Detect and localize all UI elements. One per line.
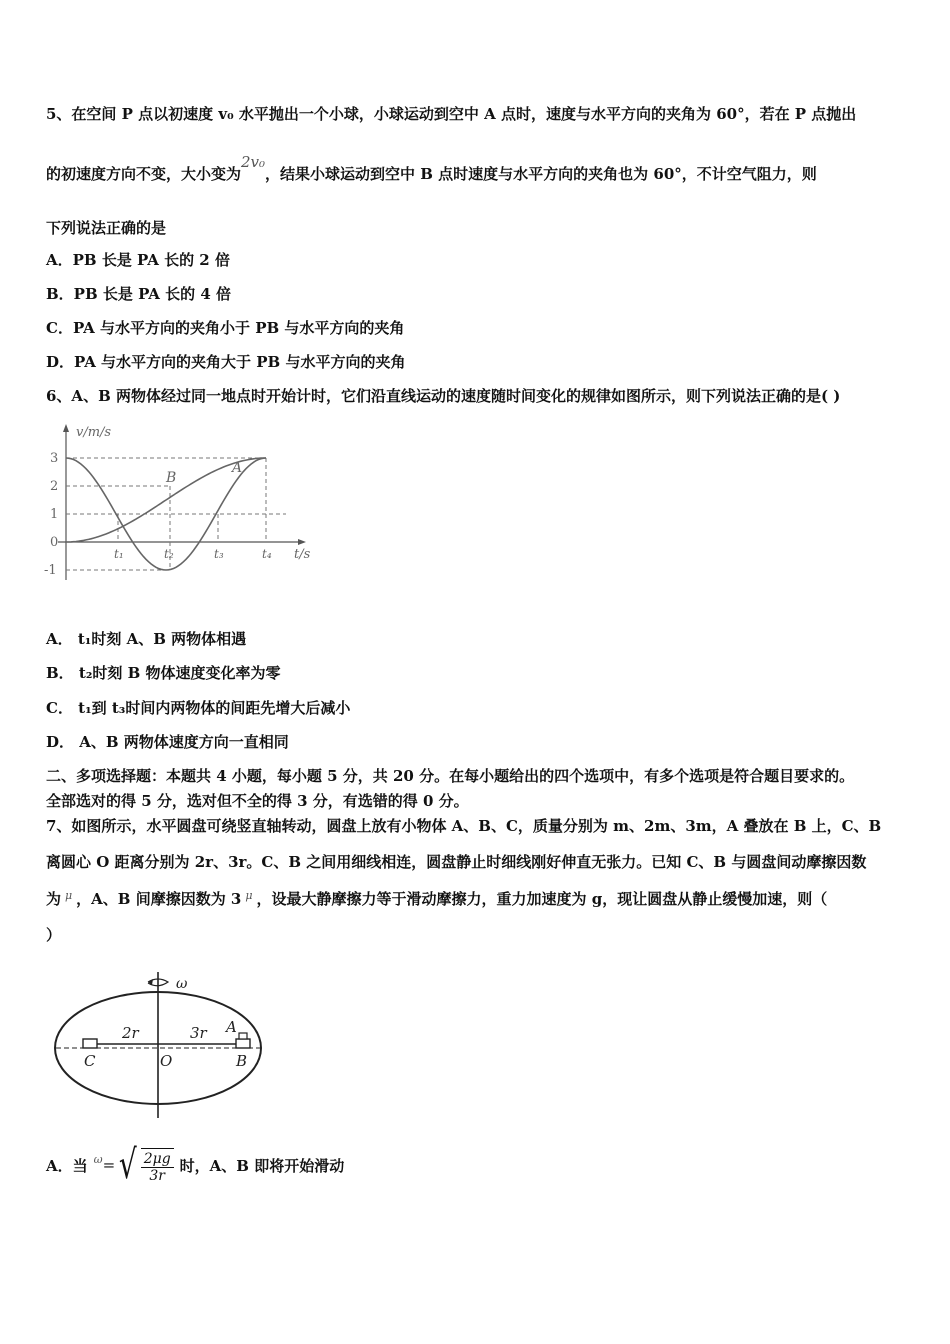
curve-label-a: A <box>232 460 243 476</box>
q5-line2b: ，结果小球运动到空中 B 点时速度与水平方向的夹角也为 60°，不计空气阻力，则 <box>265 165 817 183</box>
q5-option-b: B．PB 长是 PA 长的 4 倍 <box>46 285 232 303</box>
fraction-numerator: 2μg <box>141 1151 174 1168</box>
q7-option-a-suffix: 时，A、B 即将开始滑动 <box>179 1156 345 1175</box>
q7-line1: 7、如图所示，水平圆盘可绕竖直轴转动，圆盘上放有小物体 A、B、C，质量分别为 m、2m、3m，A 叠放在 B 上，C、B <box>46 817 882 835</box>
x-tick-t2: t₂ <box>164 547 174 561</box>
q5-expr: 2v₀ <box>241 153 266 171</box>
q5-line1: 5、在空间 P 点以初速度 v₀ 水平抛出一个小球，小球运动到空中 A 点时，速度与水平方向的夹角为 60°，若在 P 点抛出 <box>46 105 857 123</box>
x-tick-t4: t₄ <box>262 547 272 561</box>
x-axis-label: t/s <box>294 547 311 562</box>
block-a <box>239 1033 247 1039</box>
q6-stem: 6、A、B 两物体经过同一地点时开始计时，它们沿直线运动的速度随时间变化的规律如图所示，则下列说法正确的是( ) <box>46 387 841 405</box>
x-tick-t3: t₃ <box>214 547 224 561</box>
omega-symbol: ω <box>93 1152 103 1166</box>
q6-option-b: B． t₂时刻 B 物体速度变化率为零 <box>46 664 281 682</box>
q7-option-a-prefix: A．当 <box>46 1156 88 1175</box>
rotating-disk-diagram <box>50 962 280 1122</box>
block-c <box>83 1039 97 1048</box>
q7-option-a <box>46 1142 344 1188</box>
fraction <box>141 1151 174 1184</box>
mu-symbol-2: μ <box>245 889 253 902</box>
equals-sign: = <box>102 1156 116 1174</box>
fraction-denominator: 3r <box>149 1168 165 1184</box>
label-c: C <box>84 1052 96 1070</box>
block-b <box>236 1039 250 1048</box>
q7-line4: ） <box>46 926 62 944</box>
x-axis-arrow <box>298 539 306 545</box>
q7-line3a: 为 <box>46 890 62 908</box>
q5-option-d: D．PA 与水平方向的夹角大于 PB 与水平方向的夹角 <box>46 353 406 371</box>
velocity-time-graph <box>40 420 320 590</box>
mu-symbol-1: μ <box>65 889 73 902</box>
label-3r: 3r <box>190 1024 207 1042</box>
q7-line2: 离圆心 O 距离分别为 2r、3r。C、B 之间用细线相连，圆盘静止时细线刚好伸直无张力。已知 C、B 与圆盘间动摩擦因数 <box>46 853 867 871</box>
q5-line2 <box>46 153 817 184</box>
q7-line3b: ，A、B 间摩擦因数为 3 <box>76 890 242 908</box>
q5-line2a: 的初速度方向不变，大小变为 <box>46 165 242 183</box>
omega-label: ω <box>176 976 188 992</box>
q6-option-d: D． A、B 两物体速度方向一直相同 <box>46 733 289 751</box>
label-2r: 2r <box>122 1024 139 1042</box>
sqrt-expression: √ $\frac{2\mu g}{3r}$ <box>115 1142 173 1188</box>
y-tick-1: 1 <box>50 507 59 522</box>
curve-label-b: B <box>166 470 177 486</box>
label-a: A <box>226 1018 237 1036</box>
section-header-line2: 全部选对的得 5 分，选对但不全的得 3 分，有选错的得 0 分。 <box>46 792 469 810</box>
section-header-line1: 二、多项选择题：本题共 4 小题，每小题 5 分，共 20 分。在每小题给出的四个选项中，有多个选项是符合题目要求的。 <box>46 767 855 785</box>
q6-option-c: C． t₁到 t₃时间内两物体的间距先增大后减小 <box>46 699 351 717</box>
q7-line3 <box>46 888 827 909</box>
label-b: B <box>236 1052 248 1070</box>
q7-line3c: ，设最大静摩擦力等于滑动摩擦力，重力加速度为 g，现让圆盘从静止缓慢加速，则（ <box>256 890 828 908</box>
y-tick-3: 3 <box>50 451 59 466</box>
y-axis-label: v/m/s <box>76 425 112 440</box>
q6-option-a: A． t₁时刻 A、B 两物体相遇 <box>46 630 247 648</box>
q5-option-a: A．PB 长是 PA 长的 2 倍 <box>46 251 230 269</box>
y-tick-2: 2 <box>50 479 59 494</box>
y-tick-neg1: -1 <box>44 563 57 578</box>
x-tick-t1: t₁ <box>114 547 124 561</box>
q5-option-c: C．PA 与水平方向的夹角小于 PB 与水平方向的夹角 <box>46 319 405 337</box>
label-o: O <box>160 1052 173 1070</box>
q5-line3: 下列说法正确的是 <box>46 219 167 237</box>
y-axis-arrow <box>63 424 69 432</box>
y-tick-0: 0 <box>50 535 59 550</box>
